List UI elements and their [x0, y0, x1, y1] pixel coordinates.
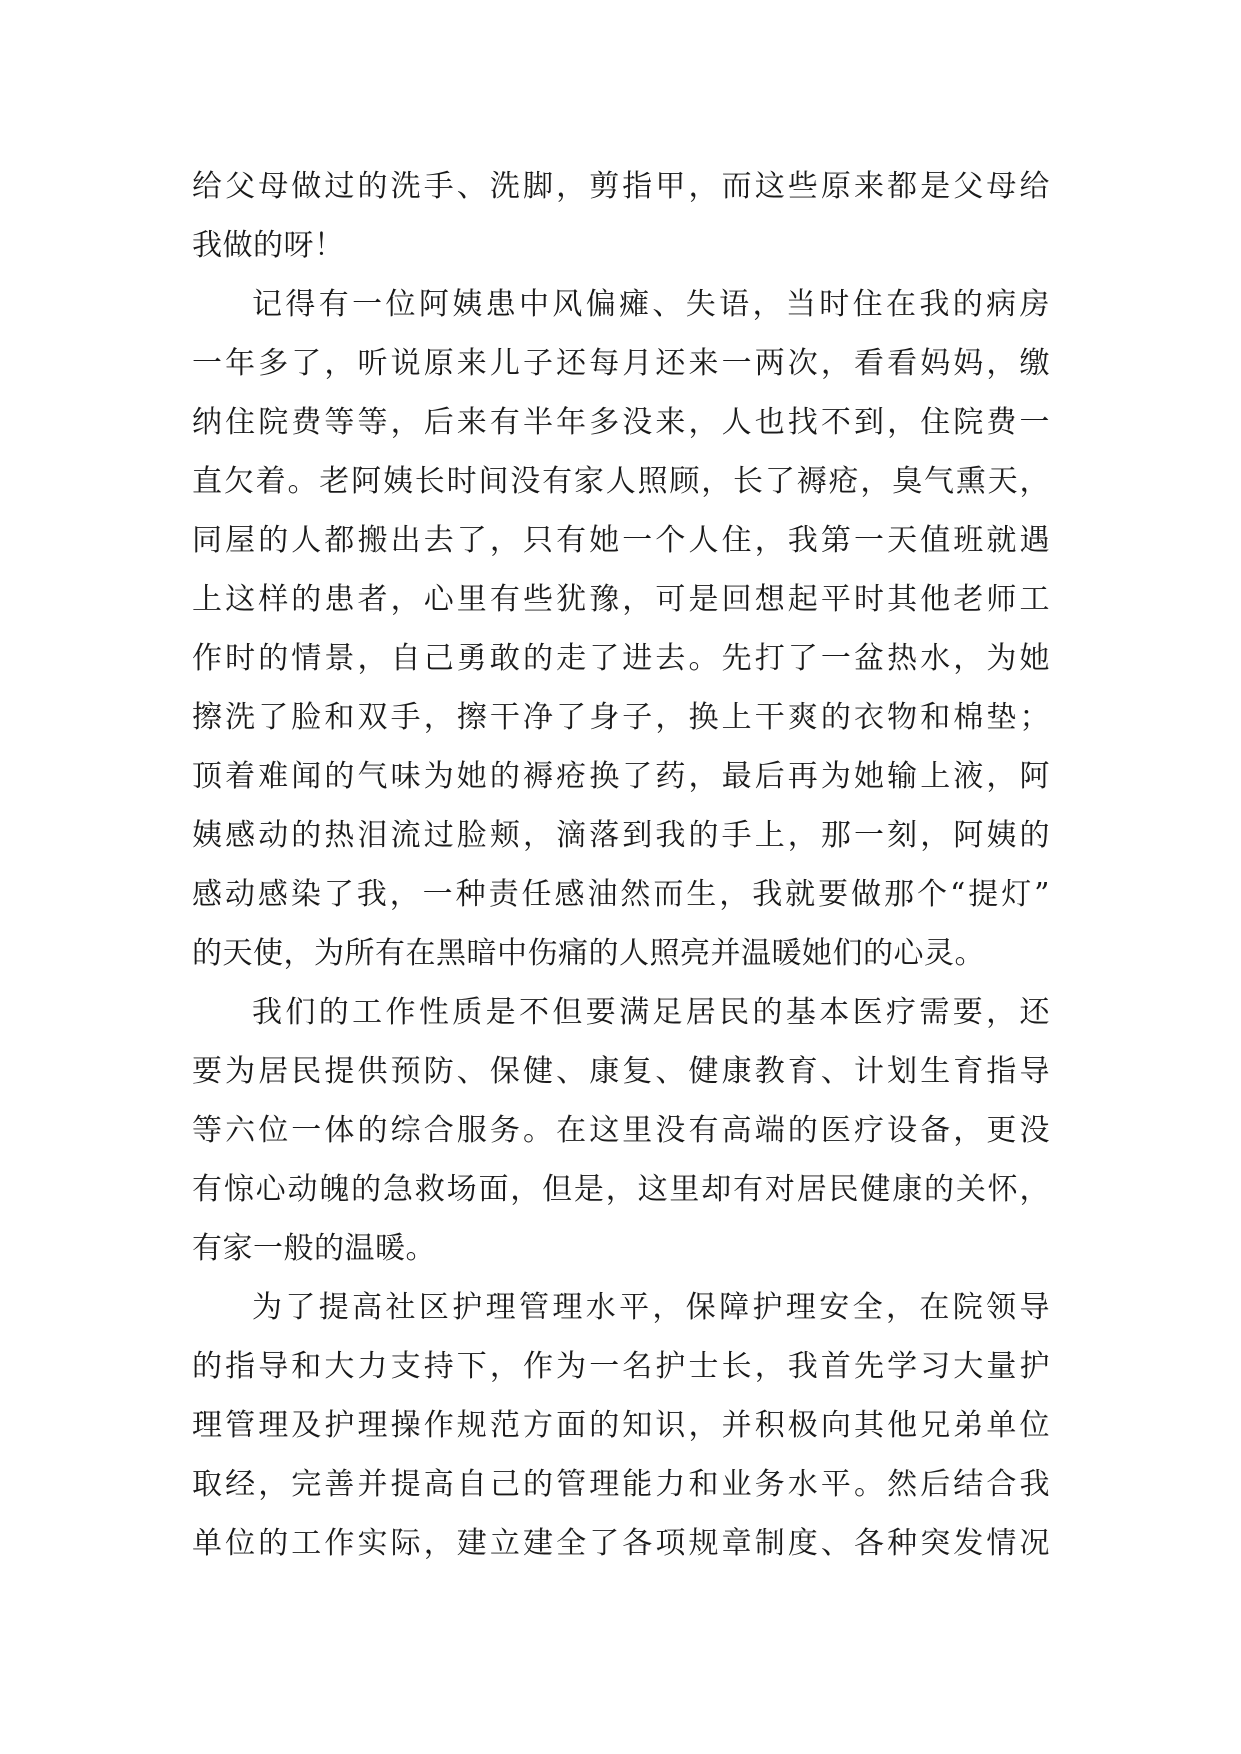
text-line: 我们的工作性质是不但要满足居民的基本医疗需要，还: [252, 995, 1050, 1030]
text-line: 纳住院费等等，后来有半年多没来，人也找不到，住院费一: [192, 405, 1050, 440]
text-line: 要为居民提供预防、保健、康复、健康教育、计划生育指导: [192, 1054, 1050, 1089]
text-line: 姨感动的热泪流过脸颊，滴落到我的手上，那一刻，阿姨的: [192, 818, 1050, 853]
text-line: 擦洗了脸和双手，擦干净了身子，换上干爽的衣物和棉垫；: [192, 700, 1050, 735]
text-line: 给父母做过的洗手、洗脚，剪指甲，而这些原来都是父母给: [192, 169, 1050, 204]
paragraph: [192, 1278, 1050, 1573]
text-line: 直欠着。老阿姨长时间没有家人照顾，长了褥疮，臭气熏天，: [192, 464, 1050, 499]
text-line: 同屋的人都搬出去了，只有她一个人住，我第一天值班就遇: [192, 523, 1050, 558]
text-line: 理管理及护理操作规范方面的知识，并积极向其他兄弟单位: [192, 1408, 1050, 1443]
text-line: 等六位一体的综合服务。在这里没有高端的医疗设备，更没: [192, 1113, 1050, 1148]
text-line: 作时的情景，自己勇敢的走了进去。先打了一盆热水，为她: [192, 641, 1050, 676]
body-text: [192, 157, 1050, 1573]
text-line: 一年多了，听说原来儿子还每月还来一两次，看看妈妈，缴: [192, 346, 1050, 381]
text-line: 有家一般的温暖。: [192, 1231, 436, 1266]
paragraph: [192, 983, 1050, 1278]
paragraph: [192, 157, 1050, 275]
text-line: 取经，完善并提高自己的管理能力和业务水平。然后结合我: [192, 1467, 1050, 1502]
paragraph: [192, 275, 1050, 983]
text-line: 有惊心动魄的急救场面，但是，这里却有对居民健康的关怀，: [192, 1172, 1050, 1207]
text-line: 的指导和大力支持下，作为一名护士长，我首先学习大量护: [192, 1349, 1050, 1384]
text-line: 感动感染了我，一种责任感油然而生，我就要做那个“提灯”: [192, 877, 1050, 912]
text-line: 单位的工作实际，建立建全了各项规章制度、各种突发情况: [192, 1526, 1050, 1561]
text-line: 记得有一位阿姨患中风偏瘫、失语，当时住在我的病房: [252, 287, 1050, 322]
text-line: 为了提高社区护理管理水平，保障护理安全，在院领导: [252, 1290, 1050, 1325]
text-line: 的天使，为所有在黑暗中伤痛的人照亮并温暖她们的心灵。: [192, 936, 985, 971]
text-line: 顶着难闻的气味为她的褥疮换了药，最后再为她输上液，阿: [192, 759, 1050, 794]
text-line: 我做的呀！: [192, 228, 345, 263]
text-line: 上这样的患者，心里有些犹豫，可是回想起平时其他老师工: [192, 582, 1050, 617]
